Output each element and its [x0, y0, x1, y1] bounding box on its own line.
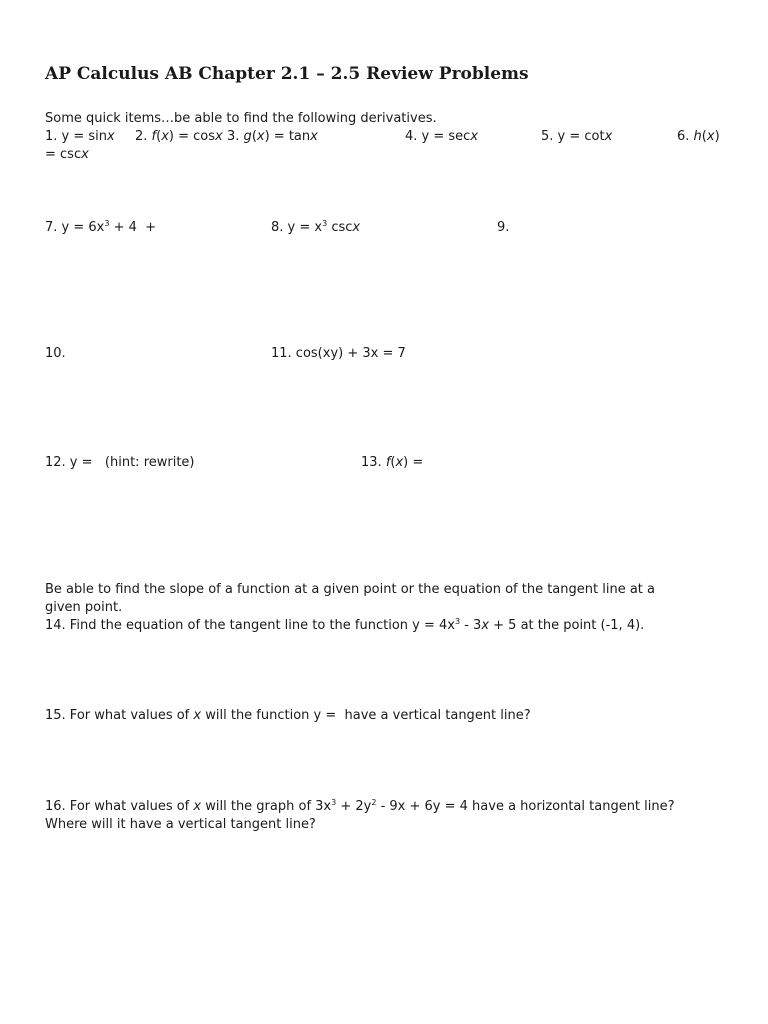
section-2-instructions-line-2: given point.	[45, 600, 123, 615]
problem-2: 2. f(x) = cosx	[135, 129, 223, 144]
problem-8: 8. $y = x^3$ cscx	[271, 219, 361, 235]
problem-3: 3. g(x) = tanx	[227, 129, 318, 144]
problem-6: 6. h(x)	[677, 129, 720, 144]
problem-15: 15. For what values of x will the function y = have a vertical tangent line?	[45, 708, 531, 723]
problem-16-continued: Where will it have a vertical tangent line?	[45, 817, 316, 832]
problem-11: 11. cos(xy) + 3x = 7	[271, 346, 406, 361]
problem-13: 13. f(x) =	[361, 455, 424, 470]
problem-6-continued: = cscx	[45, 147, 89, 162]
problem-10: 10.	[45, 346, 66, 361]
problem-1: 1. y = sinx	[45, 129, 115, 144]
problem-4: 4. y = secx	[405, 129, 479, 144]
problem-5: 5. y = cotx	[541, 129, 613, 144]
problem-16: 16. For what values of x will the graph of $3x^3 + 2y^2 - 9x + 6y = 4$ have a horizontal tangent line?	[45, 798, 675, 814]
problem-9: 9.	[497, 220, 510, 235]
page-title: AP Calculus AB Chapter 2.1 – 2.5 Review Problems	[45, 64, 529, 84]
intro-text: Some quick items…be able to find the following derivatives.	[45, 111, 437, 126]
problem-14: 14. Find the equation of the tangent line to the function $y = 4x^3 - 3x + 5$ at the point (-1, 4).	[45, 617, 645, 633]
problem-7: 7. $y = 6x^3 + 4$ +	[45, 219, 157, 235]
section-2-instructions-line-1: Be able to find the slope of a function at a given point or the equation of the tangent line at a	[45, 582, 655, 597]
problem-12: 12. y = (hint: rewrite)	[45, 455, 195, 470]
